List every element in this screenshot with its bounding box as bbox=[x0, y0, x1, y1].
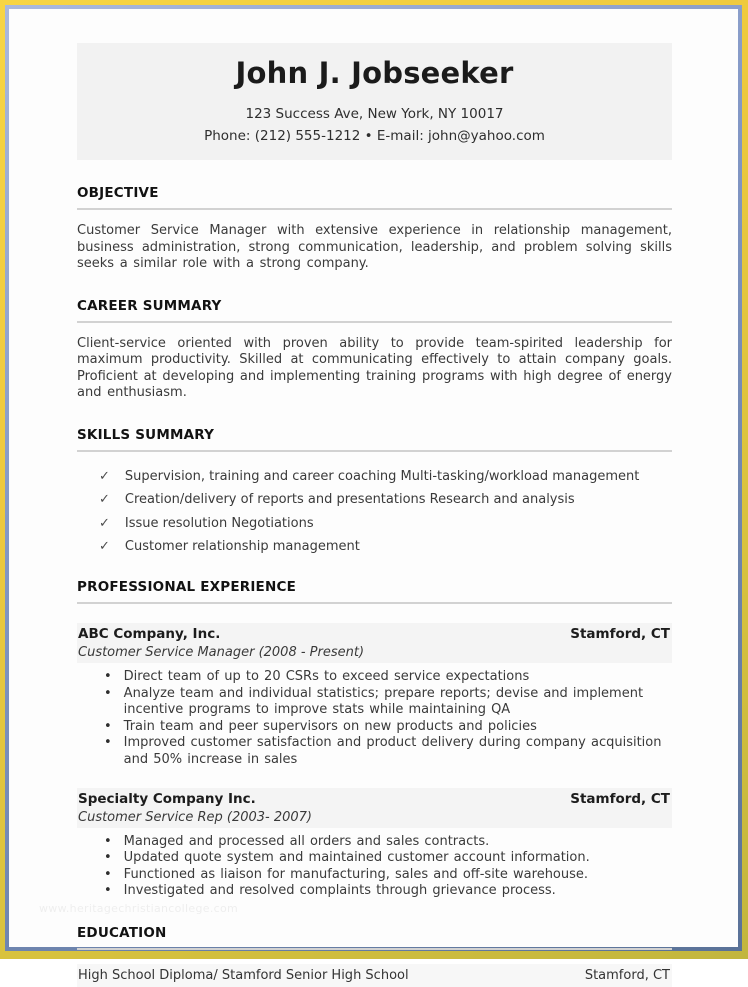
job-header bbox=[77, 788, 672, 828]
check-icon: ✓ bbox=[99, 515, 110, 531]
job-entry-abc-company bbox=[77, 623, 672, 769]
list-item bbox=[104, 719, 672, 736]
check-icon: ✓ bbox=[99, 468, 110, 484]
job-location: Stamford, CT bbox=[570, 626, 670, 642]
section-career-summary bbox=[77, 298, 672, 402]
bullet-icon: • bbox=[104, 833, 112, 849]
bullet-text: Improved customer satisfaction and product delivery during company acquisition and 50% increase in sales bbox=[123, 735, 662, 767]
job-bullet-list bbox=[77, 834, 672, 900]
job-title-row bbox=[78, 626, 670, 642]
section-title-education: EDUCATION bbox=[77, 925, 672, 950]
skill-text: Creation/delivery of reports and presentations Research and analysis bbox=[124, 492, 575, 507]
check-icon: ✓ bbox=[99, 492, 110, 507]
watermark-text: www.heritagechristiancollege.com bbox=[39, 902, 239, 915]
education-entry bbox=[77, 964, 672, 987]
bullet-icon: • bbox=[104, 669, 112, 684]
bullet-text: Train team and peer supervisors on new products and policies bbox=[123, 718, 537, 734]
bullet-text: Direct team of up to 20 CSRs to exceed service expectations bbox=[123, 669, 530, 684]
bullet-text: Managed and processed all orders and sales contracts. bbox=[123, 833, 490, 849]
section-title-objective: OBJECTIVE bbox=[77, 185, 672, 210]
list-item bbox=[99, 516, 672, 531]
resume-page bbox=[9, 9, 738, 983]
bullet-icon: • bbox=[104, 735, 112, 751]
section-title-skills-summary: SKILLS SUMMARY bbox=[77, 427, 672, 452]
education-degree: High School Diploma/ Stamford Senior High School bbox=[78, 967, 409, 983]
section-title-professional-experience: PROFESSIONAL EXPERIENCE bbox=[77, 579, 672, 604]
job-title-row bbox=[78, 791, 670, 807]
list-item bbox=[104, 834, 672, 851]
bullet-icon: • bbox=[104, 866, 112, 882]
job-role: Customer Service Manager (2008 - Present) bbox=[78, 645, 365, 660]
list-item bbox=[104, 850, 672, 867]
section-title-career-summary: CAREER SUMMARY bbox=[77, 298, 672, 323]
list-item bbox=[104, 867, 672, 884]
education-location: Stamford, CT bbox=[584, 967, 670, 983]
skills-list bbox=[77, 469, 672, 555]
list-item bbox=[104, 686, 672, 719]
bullet-icon: • bbox=[104, 850, 112, 866]
bullet-text: Functioned as liaison for manufacturing, sales and off-site warehouse. bbox=[123, 866, 589, 882]
section-professional-experience bbox=[77, 579, 672, 900]
skill-text: Customer relationship management bbox=[124, 539, 360, 554]
list-item bbox=[99, 539, 672, 554]
job-header bbox=[77, 623, 672, 663]
list-item bbox=[104, 883, 672, 900]
person-name: John J. Jobseeker bbox=[235, 56, 514, 90]
decorative-frame-inner bbox=[5, 5, 742, 983]
bullet-text: Updated quote system and maintained customer account information. bbox=[123, 850, 590, 866]
bullet-icon: • bbox=[104, 883, 112, 899]
job-entry-specialty-company bbox=[77, 788, 672, 900]
list-item bbox=[104, 669, 672, 686]
job-role: Customer Service Rep (2003- 2007) bbox=[78, 809, 313, 825]
skill-text: Issue resolution Negotiations bbox=[124, 515, 314, 531]
company-name: Specialty Company Inc. bbox=[78, 790, 256, 807]
job-bullet-list bbox=[77, 669, 672, 769]
objective-text: Customer Service Manager with extensive experience in relationship management, business administration, strong communication, leadership, and problem solving skills seeks a similar role with a strong company. bbox=[77, 223, 672, 271]
section-education bbox=[77, 925, 672, 987]
resume-header bbox=[77, 43, 672, 160]
list-item bbox=[99, 492, 672, 507]
bullet-text: Analyze team and individual statistics; prepare reports; devise and implement incentive programs to improve stats while maintaining QA bbox=[123, 685, 644, 718]
career-summary-text: Client-service oriented with proven ability to provide team-spirited leadership for maximum productivity. Skilled at communicating effectively to attain company goals. Proficient at developing and implementing training programs with high degree of energy and enthusiasm. bbox=[77, 335, 672, 400]
list-item bbox=[99, 469, 672, 484]
check-icon: ✓ bbox=[99, 539, 110, 554]
bullet-text: Investigated and resolved complaints through grievance process. bbox=[123, 883, 556, 899]
job-location: Stamford, CT bbox=[570, 790, 670, 807]
section-skills-summary bbox=[77, 427, 672, 555]
contact-line: Phone: (212) 555-1212 • E-mail: john@yahoo.com bbox=[204, 128, 545, 144]
bullet-icon: • bbox=[104, 685, 112, 701]
company-name: ABC Company, Inc. bbox=[78, 626, 221, 642]
section-objective bbox=[77, 185, 672, 273]
skill-text: Supervision, training and career coaching Multi-tasking/workload management bbox=[124, 468, 640, 484]
list-item bbox=[104, 735, 672, 768]
bullet-icon: • bbox=[104, 718, 112, 734]
address-line: 123 Success Ave, New York, NY 10017 bbox=[245, 106, 504, 122]
